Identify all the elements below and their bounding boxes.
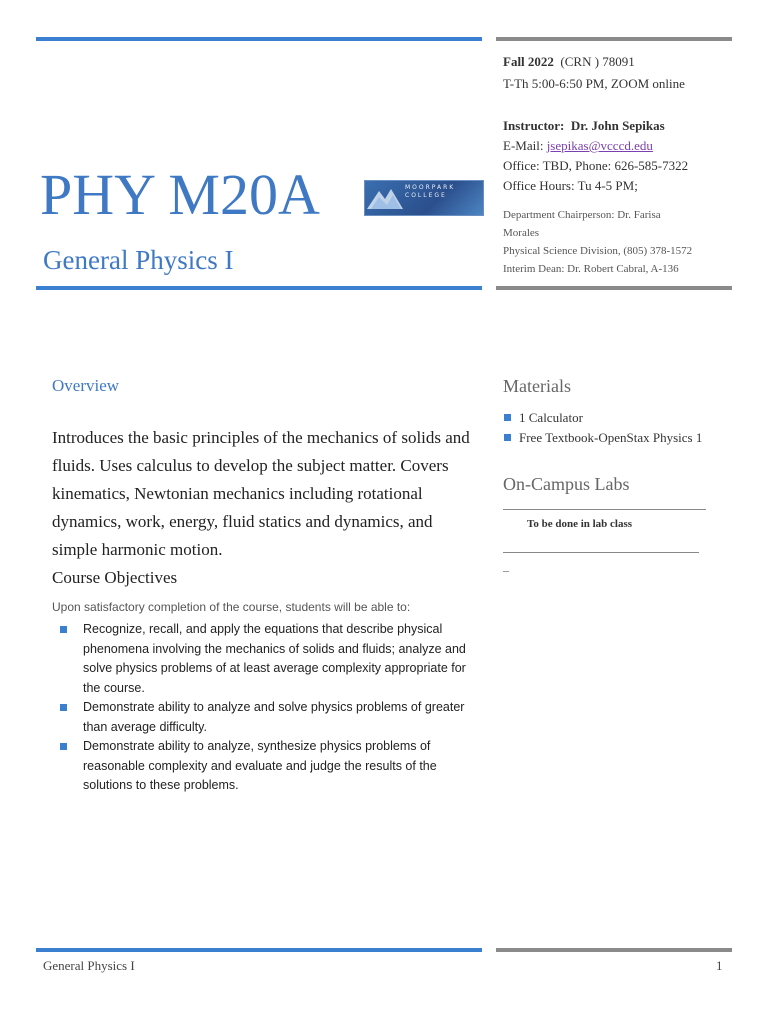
course-description [52, 424, 482, 592]
office-hours: Office Hours: Tu 4-5 PM; [503, 178, 638, 193]
materials-heading: Materials [503, 376, 571, 396]
dean: Interim Dean: Dr. Robert Cabral, A-136 [503, 263, 679, 275]
title-rule-left [36, 286, 482, 290]
list-item: Demonstrate ability to analyze and solve physics problems of greater than average difficulty. [52, 698, 482, 737]
materials-list [503, 408, 702, 448]
labs-dash: – [503, 563, 509, 577]
logo-text: MOORPARK COLLEGE [405, 184, 456, 199]
bullet-square-icon [504, 414, 511, 421]
list-item: Demonstrate ability to analyze, synthesize physics problems of reasonable complexity and evaluate and judge the results of the solutions to these problems. [52, 737, 482, 796]
email-link[interactable]: jsepikas@vcccd.edu [546, 138, 653, 153]
labs-note: To be done in lab class [527, 518, 633, 530]
title-rule-right [496, 286, 732, 290]
labs-divider [503, 509, 706, 510]
bullet-square-icon [504, 434, 511, 441]
footer-title: General Physics I [43, 958, 135, 973]
objectives-heading: Course Objectives [52, 568, 178, 587]
instructor-line [503, 116, 688, 136]
labs-divider-2 [503, 552, 699, 553]
objectives-lead: Upon satisfactory completion of the course, students will be able to: [52, 600, 411, 614]
college-logo [364, 180, 484, 216]
course-name: General Physics I [43, 245, 234, 275]
department-info [503, 206, 713, 278]
header-rule-right [496, 37, 732, 41]
schedule: T-Th 5:00-6:50 PM, ZOOM online [503, 76, 685, 91]
course-info [503, 52, 685, 94]
overview-heading: Overview [52, 376, 120, 395]
term-line [503, 52, 685, 72]
email-line [503, 136, 688, 156]
intro-text: Introduces the basic principles of the mechanics of solids and fluids. Uses calculus to develop the subject matter. Covers kinematics, Newtonian mechanics including rotational dynamics, work, energy, fluid statics and dynamics, and simple harmonic motion. [52, 428, 470, 559]
footer-rule-left [36, 948, 482, 952]
crn: (CRN ) 78091 [560, 54, 635, 69]
header-rule-left [36, 37, 482, 41]
list-item: Recognize, recall, and apply the equations that describe physical phenomena involving the mechanics of solids and fluids; analyze and solve physics problems of at least average complexity appropriate for the course. [52, 620, 482, 698]
footer-rule-right [496, 948, 732, 952]
instructor-name: Dr. John Sepikas [570, 118, 665, 133]
bullet-square-icon [60, 626, 67, 633]
bullet-square-icon [60, 704, 67, 711]
bullet-square-icon [60, 743, 67, 750]
chair-line2: Morales [503, 227, 540, 239]
list-item: 1 Calculator [503, 408, 702, 428]
division: Physical Science Division, (805) 378-1572 [503, 245, 693, 257]
page-number: 1 [716, 958, 723, 973]
office: Office: TBD, Phone: 626-585-7322 [503, 158, 689, 173]
instructor-info [503, 116, 688, 196]
term: Fall 2022 [503, 54, 554, 69]
email-label: E-Mail: [503, 138, 544, 153]
objectives-list [52, 620, 482, 796]
labs-heading: On-Campus Labs [503, 474, 630, 494]
course-code: PHY M20A [40, 162, 320, 227]
chair-line1: Department Chairperson: Dr. Farisa [503, 209, 661, 221]
instructor-label: Instructor: [503, 118, 565, 133]
mountain-icon [365, 181, 405, 215]
list-item: Free Textbook-OpenStax Physics 1 [503, 428, 702, 448]
